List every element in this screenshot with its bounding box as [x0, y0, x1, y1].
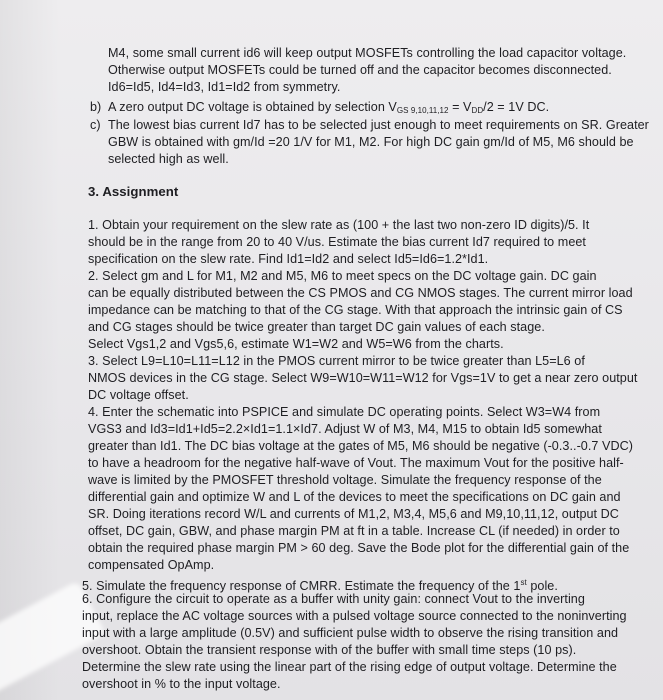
- assignment-line: specification on the slew rate. Find Id1=Id2 and select Id5=Id6=1.2*Id1.: [88, 252, 489, 266]
- assignment-line: 1. Obtain your requirement on the slew rate as (100 + the last two non-zero ID digits)/5. It: [88, 218, 590, 232]
- assignment-line: input, replace the AC voltage sources with a pulsed voltage source connected to the noninverting: [82, 609, 627, 623]
- assignment-line: DC voltage offset.: [88, 388, 189, 402]
- item-b-marker: b): [90, 100, 102, 114]
- item-b-text: [108, 99, 549, 119]
- item-b-text-pre: A zero output DC voltage is obtained by selection V: [108, 100, 397, 114]
- section-heading: 3. Assignment: [88, 184, 179, 199]
- intro-line-1: M4, some small current id6 will keep output MOSFETs controlling the load capacitor voltage.: [108, 46, 627, 60]
- assignment-line: obtain the required phase margin PM > 60 deg. Save the Bode plot for the differential gain of the: [88, 541, 630, 555]
- assignment-line: compensated OpAmp.: [88, 558, 215, 572]
- item-c-line-2: GBW is obtained with gm/Id =20 1/V for M1, M2. For high DC gain gm/Id of M5, M6 should be: [108, 135, 634, 149]
- intro-line-2: Otherwise output MOSFETs could be turned off and the capacitor becomes disconnected.: [108, 63, 612, 77]
- item-b-text-post: /2 = 1V DC.: [483, 100, 550, 114]
- assignment-line: 2. Select gm and L for M1, M2 and M5, M6 to meet specs on the DC voltage gain. DC gain: [88, 269, 597, 283]
- assignment-line: greater than Id1. The DC bias voltage at the gates of M5, M6 should be negative (-0.3..-0.7 VDC): [88, 439, 633, 453]
- item-c-line-3: selected high as well.: [108, 152, 229, 166]
- assignment-line: to have a headroom for the negative half-wave of Vout. The maximum Vout for the positive half-: [88, 456, 624, 470]
- assignment-line: NMOS devices in the CG stage. Select W9=W10=W11=W12 for Vgs=1V to get a near zero output: [88, 371, 638, 385]
- item-b-subscript-gs: GS 9,10,11,12: [396, 106, 449, 115]
- assignment-line: impedance can be matching to that of the CG stage. With that approach the intrinsic gain of CS: [88, 303, 623, 317]
- item-c-line-1: The lowest bias current Id7 has to be selected just enough to meet requirements on SR. Greater: [108, 118, 649, 132]
- assignment-line: differential gain and optimize W and L of the devices to meet the specifications on DC gain and: [88, 490, 621, 504]
- assignment-line: overshoot in % to the input voltage.: [82, 677, 281, 691]
- assignment-line: Determine the slew rate using the linear part of the rising edge of output voltage. Determine the: [82, 660, 617, 674]
- assignment-line: 3. Select L9=L10=L11=L12 in the PMOS current mirror to be twice greater than L5=L6 of: [88, 354, 585, 368]
- assignment-line: wave is limited by the PMOSFET threshold voltage. Simulate the frequency response of the: [88, 473, 602, 487]
- assignment-line: should be in the range from 20 to 40 V/us. Estimate the bias current Id7 required to meet: [88, 235, 586, 249]
- intro-line-3: Id6=Id5, Id4=Id3, Id1=Id2 from symmetry.: [108, 80, 341, 94]
- assignment-line: offset, DC gain, GBW, and phase margin PM at ft in a table. Increase CL (if needed) in order to: [88, 524, 620, 538]
- item-b-subscript-dd: DD: [471, 106, 484, 115]
- assignment-line: SR. Doing iterations record W/L and currents of M1,2, M3,4, M5,6 and M9,10,11,12, output DC: [88, 507, 619, 521]
- assignment-line: 6. Configure the circuit to operate as a buffer with unity gain: connect Vout to the inverting: [82, 592, 585, 606]
- assignment-line: VGS3 and Id3=Id1+Id5=2.2×Id1=1.1×Id7. Adjust W of M3, M4, M15 to obtain Id5 somewhat: [88, 422, 602, 436]
- item-c-marker: c): [90, 118, 101, 132]
- assignment-line: input with a large amplitude (0.5V) and sufficient pulse width to observe the rising transition and: [82, 626, 619, 640]
- assignment-line: Select Vgs1,2 and Vgs5,6, estimate W1=W2 and W5=W6 from the charts.: [88, 337, 504, 351]
- assignment-line: 4. Enter the schematic into PSPICE and simulate DC operating points. Select W3=W4 from: [88, 405, 601, 419]
- assignment-line: and CG stages should be twice greater than target DC gain values of each stage.: [88, 320, 545, 334]
- superscript-st: st: [520, 578, 527, 587]
- assignment-line-5-end: pole.: [526, 579, 558, 593]
- assignment-line-5-text: 5. Simulate the frequency response of CMRR. Estimate the frequency of the 1: [82, 579, 521, 593]
- item-b-text-mid: = V: [448, 100, 472, 114]
- assignment-line: overshoot. Obtain the transient response with of the buffer with small time steps (10 ps).: [82, 643, 577, 657]
- assignment-line: can be equally distributed between the CS PMOS and CG NMOS stages. The current mirror load: [88, 286, 633, 300]
